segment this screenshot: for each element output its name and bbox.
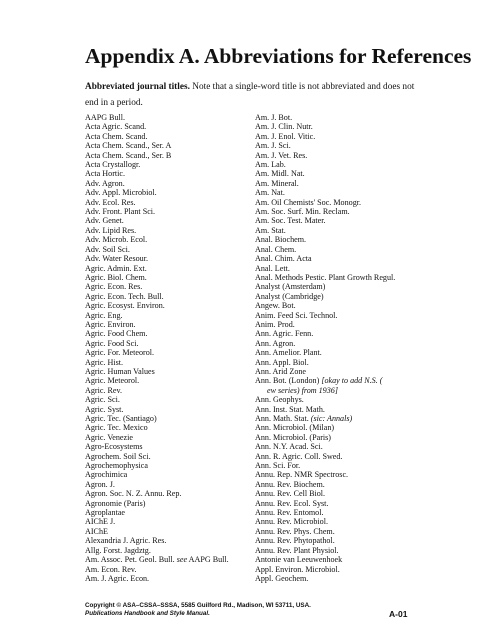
- abbreviation-text: Appl. Environ. Microbiol.: [255, 564, 340, 574]
- abbreviation-text: Agric. Tec. Mexico: [85, 423, 148, 433]
- abbreviation-text: Anal. Methods Pestic. Plant Growth Regul.: [255, 272, 396, 282]
- abbreviation-item: [255, 358, 420, 367]
- abbreviation-text: Agric. Ecosyst. Environ.: [85, 301, 165, 311]
- abbreviation-list-left: [85, 113, 245, 583]
- abbreviation-item: [85, 433, 245, 442]
- abbreviation-text: Agric. Sci.: [85, 395, 120, 405]
- abbreviation-item: [85, 132, 245, 141]
- abbreviation-item: [255, 527, 420, 536]
- abbreviation-item: [85, 574, 245, 583]
- abbreviation-text: Agric. Admin. Ext.: [85, 263, 147, 273]
- abbreviation-text: Adv. Soil Sci.: [85, 244, 130, 254]
- abbreviation-text: Agric. Rev.: [85, 385, 123, 395]
- abbreviation-item: [255, 442, 420, 451]
- abbreviation-text: Anim. Prod.: [255, 319, 295, 329]
- abbreviation-text: Acta Chem. Scand.: [85, 131, 148, 141]
- abbreviation-item: [255, 188, 420, 197]
- abbreviation-text: Anal. Chim. Acta: [255, 254, 312, 264]
- abbreviation-item: [85, 376, 245, 385]
- abbreviation-item: [85, 339, 245, 348]
- abbreviation-text: Ann. Microbiol. (Paris): [255, 432, 331, 442]
- abbreviation-item: [255, 414, 420, 423]
- abbreviation-text: Agron. Soc. N. Z. Annu. Rep.: [85, 489, 182, 499]
- abbreviation-text: Ann. Math. Stat.: [255, 414, 309, 423]
- abbreviation-item: [85, 517, 245, 526]
- abbreviation-item: [255, 160, 420, 169]
- abbreviation-text: Am. Econ. Rev.: [85, 564, 137, 574]
- abbreviation-text: Agric. Eng.: [85, 310, 123, 320]
- abbreviation-text: Anal. Chem.: [255, 244, 297, 254]
- abbreviation-item: [255, 179, 420, 188]
- abbreviation-text: Agroplantae: [85, 508, 126, 518]
- abbreviation-item: [255, 367, 420, 376]
- abbreviation-item: [85, 311, 245, 320]
- abbreviation-text: Annu. Rev. Phys. Chem.: [255, 526, 335, 536]
- abbreviation-text: Annu. Rev. Microbiol.: [255, 517, 328, 527]
- editorial-note: [okay to add N.S. (: [319, 376, 383, 386]
- abbreviation-text: Am. Midl. Nat.: [255, 169, 305, 179]
- abbreviation-text: Agric. Food Sci.: [85, 338, 139, 348]
- abbreviation-text: Agric. Venezie: [85, 432, 133, 442]
- abbreviation-text: Anal. Biochem.: [255, 235, 307, 245]
- abbreviation-text: Am. J. Agric. Econ.: [85, 573, 150, 583]
- abbreviation-item: [255, 546, 420, 555]
- abbreviation-text: Agric. Econ. Tech. Bull.: [85, 291, 164, 301]
- abbreviation-text: Ann. Geophys.: [255, 395, 304, 405]
- abbreviation-text: Adv. Agron.: [85, 178, 125, 188]
- abbreviation-item: [85, 489, 245, 498]
- abbreviation-text: Appl. Geochem.: [255, 573, 309, 583]
- abbreviation-item: [255, 536, 420, 545]
- page-footer: [85, 602, 415, 618]
- intro-text: Note that a single-word title is not abbreviated and does not end in a period.: [85, 82, 415, 108]
- editorial-note: (sic: Annals): [310, 414, 353, 423]
- abbreviation-item: [85, 122, 245, 131]
- abbreviation-text: Adv. Ecol. Res.: [85, 197, 136, 207]
- abbreviation-item: [85, 198, 245, 207]
- abbreviation-item: [255, 480, 420, 489]
- footer-copyright: Copyright © ASA–CSSA–SSSA, 5585 Guilford Rd., Madison, WI 53711, USA.: [85, 602, 311, 609]
- abbreviation-text: Acta Agric. Scand.: [85, 122, 147, 132]
- abbreviation-item: [85, 245, 245, 254]
- abbreviation-text: Allg. Forst. Jagdztg.: [85, 545, 151, 555]
- abbreviation-item: [85, 141, 245, 150]
- intro-paragraph: [85, 80, 415, 111]
- abbreviation-item: [255, 282, 420, 291]
- abbreviation-text: Annu. Rev. Ecol. Syst.: [255, 498, 329, 508]
- abbreviation-text: Annu. Rev. Entomol.: [255, 508, 324, 518]
- abbreviation-text: Am. Assoc. Pet. Geol. Bull. see AAPG Bull.: [85, 555, 229, 565]
- abbreviation-text: Agric. Meteorol.: [85, 376, 140, 386]
- abbreviation-text: AAPG Bull.: [85, 113, 126, 122]
- abbreviation-item: [255, 254, 420, 263]
- abbreviation-text: Annu. Rev. Plant Physiol.: [255, 545, 339, 555]
- abbreviation-text: Annu. Rev. Phytopathol.: [255, 536, 335, 546]
- abbreviation-item: [85, 282, 245, 291]
- abbreviation-text: Agric. Biol. Chem.: [85, 272, 147, 282]
- abbreviation-item: [255, 141, 420, 150]
- abbreviation-item: [85, 301, 245, 310]
- abbreviation-item: [255, 489, 420, 498]
- abbreviation-item: [85, 254, 245, 263]
- abbreviation-text: Annu. Rev. Cell Biol.: [255, 489, 326, 499]
- abbreviation-item: [255, 452, 420, 461]
- abbreviation-text: Ann. Appl. Biol.: [255, 357, 309, 367]
- abbreviation-item: [255, 132, 420, 141]
- abbreviation-item: [255, 405, 420, 414]
- abbreviation-item: [255, 555, 420, 564]
- abbreviation-text: Ann. Agric. Fenn.: [255, 329, 314, 339]
- abbreviation-item: [255, 235, 420, 244]
- abbreviation-item: [85, 565, 245, 574]
- abbreviation-item: [255, 470, 420, 479]
- abbreviation-item: [255, 292, 420, 301]
- abbreviation-text: Agric. For. Meteorol.: [85, 348, 155, 358]
- abbreviation-text: Agro-Ecosystems: [85, 442, 143, 452]
- abbreviation-text: Am. Mineral.: [255, 178, 299, 188]
- abbreviation-text: Ann. R. Agric. Coll. Swed.: [255, 451, 343, 461]
- abbreviation-item: [85, 151, 245, 160]
- abbreviation-item: [255, 301, 420, 310]
- abbreviation-text: Annu. Rev. Biochem.: [255, 479, 325, 489]
- abbreviation-text: Agric. Environ.: [85, 319, 136, 329]
- abbreviation-text: Adv. Lipid Res.: [85, 225, 137, 235]
- abbreviation-text: Am. J. Clin. Nutr.: [255, 122, 313, 132]
- abbreviation-item: [255, 395, 420, 404]
- abbreviation-item: [255, 423, 420, 432]
- abbreviation-text: Adv. Genet.: [85, 216, 124, 226]
- abbreviation-item: [255, 508, 420, 517]
- abbreviation-item: [255, 198, 420, 207]
- abbreviation-text: Acta Chem. Scand., Ser. B: [85, 150, 172, 160]
- abbreviation-item: [85, 160, 245, 169]
- abbreviation-text: Ann. Arid Zone: [255, 366, 307, 376]
- abbreviation-item: [85, 207, 245, 216]
- abbreviation-text: Ann. N.Y. Acad. Sci.: [255, 442, 323, 452]
- abbreviation-item: [255, 433, 420, 442]
- abbreviation-item: [85, 329, 245, 338]
- abbreviation-item: [85, 386, 245, 395]
- page-title: Appendix A. Abbreviations for References: [85, 44, 472, 68]
- abbreviation-text: Adv. Microb. Ecol.: [85, 235, 148, 245]
- abbreviation-item: [255, 216, 420, 225]
- abbreviation-text: AIChE J.: [85, 517, 116, 527]
- abbreviation-item: [255, 151, 420, 160]
- abbreviation-item: [255, 122, 420, 131]
- abbreviation-text: Ann. Agron.: [255, 338, 296, 348]
- abbreviation-item: [255, 348, 420, 357]
- abbreviation-item: [255, 339, 420, 348]
- abbreviation-item: [255, 461, 420, 470]
- abbreviation-item: [85, 273, 245, 282]
- abbreviation-item: [255, 169, 420, 178]
- abbreviation-text: Angew. Bot.: [255, 301, 296, 311]
- footer-manual: Publications Handbook and Style Manual.: [85, 610, 210, 618]
- abbreviation-item: [85, 405, 245, 414]
- abbreviation-item: [85, 442, 245, 451]
- abbreviation-text: Agronomie (Paris): [85, 498, 146, 508]
- abbreviation-text: AIChE: [85, 526, 108, 536]
- abbreviation-item: [85, 264, 245, 273]
- abbreviation-item: [85, 452, 245, 461]
- abbreviation-item: [85, 546, 245, 555]
- abbreviation-item: [85, 470, 245, 479]
- abbreviation-text: Ann. Amelior. Plant.: [255, 348, 322, 358]
- abbreviation-item: [255, 311, 420, 320]
- abbreviation-item: [85, 461, 245, 470]
- abbreviation-item: [85, 292, 245, 301]
- abbreviation-text: Anal. Lett.: [255, 263, 290, 273]
- abbreviation-item: [255, 113, 420, 122]
- abbreviation-text: Agric. Food Chem.: [85, 329, 148, 339]
- abbreviation-item: [255, 565, 420, 574]
- abbreviation-text: Am. J. Vet. Res.: [255, 150, 308, 160]
- abbreviation-text: Ann. Microbiol. (Milan): [255, 423, 335, 433]
- abbreviation-item: [85, 508, 245, 517]
- abbreviation-text: Am. Soc. Test. Mater.: [255, 216, 326, 226]
- abbreviation-text: Adv. Front. Plant Sci.: [85, 207, 156, 217]
- editorial-note-continued: ew series) from 1936]: [267, 385, 338, 395]
- abbreviation-text: Agric. Human Values: [85, 366, 155, 376]
- abbreviation-text: Agrochemophysica: [85, 461, 148, 471]
- abbreviation-item: [85, 423, 245, 432]
- abbreviation-item: [85, 395, 245, 404]
- abbreviation-text: Agrochimica: [85, 470, 128, 480]
- abbreviation-text: Acta Crystallogr.: [85, 160, 141, 170]
- abbreviation-item: [85, 414, 245, 423]
- abbreviation-text: Antonie van Leeuwenhoek: [255, 555, 343, 565]
- abbreviation-item: [255, 574, 420, 583]
- abbreviation-text: Am. J. Enol. Vitic.: [255, 131, 316, 141]
- abbreviation-text: Am. Oil Chemists' Soc. Monogr.: [255, 197, 362, 207]
- abbreviation-list-right: [255, 113, 420, 583]
- abbreviation-item: [85, 235, 245, 244]
- abbreviation-item: [85, 188, 245, 197]
- abbreviation-text: Adv. Appl. Microbiol.: [85, 188, 157, 198]
- abbreviation-item: [255, 517, 420, 526]
- abbreviation-item: [255, 264, 420, 273]
- abbreviation-item: [85, 216, 245, 225]
- abbreviation-text: Alexandria J. Agric. Res.: [85, 536, 167, 546]
- abbreviation-text: Ann. Sci. For.: [255, 461, 301, 471]
- abbreviation-item: [85, 358, 245, 367]
- abbreviation-text: Am. Soc. Surf. Min. Reclam.: [255, 207, 350, 217]
- abbreviation-text: Ann. Inst. Stat. Math.: [255, 404, 325, 414]
- abbreviation-text: Analyst (Amsterdam): [255, 282, 326, 292]
- abbreviation-item: [255, 320, 420, 329]
- abbreviation-text: Analyst (Cambridge): [255, 291, 324, 301]
- abbreviation-text: Ann. Bot. (London): [255, 376, 320, 386]
- abbreviation-text: Am. J. Sci.: [255, 141, 291, 151]
- abbreviation-text: Adv. Water Resour.: [85, 254, 148, 264]
- abbreviation-item: [85, 226, 245, 235]
- abbreviation-item: [255, 376, 420, 395]
- abbreviation-item: [85, 169, 245, 178]
- abbreviation-item: [85, 367, 245, 376]
- abbreviation-text: Acta Chem. Scand., Ser. A: [85, 141, 172, 151]
- abbreviation-text: Am. J. Bot.: [255, 113, 293, 122]
- abbreviation-text: Am. Stat.: [255, 225, 286, 235]
- abbreviation-item: [255, 245, 420, 254]
- abbreviation-text: Anim. Feed Sci. Technol.: [255, 310, 338, 320]
- abbreviation-text: Annu. Rep. NMR Spectrosc.: [255, 470, 349, 480]
- abbreviation-item: [255, 499, 420, 508]
- intro-lead: Abbreviated journal titles.: [85, 82, 190, 92]
- abbreviation-text: Am. Nat.: [255, 188, 285, 198]
- abbreviation-item: [85, 348, 245, 357]
- page-number: A-01: [389, 609, 408, 619]
- abbreviation-text: Agric. Hist.: [85, 357, 123, 367]
- abbreviation-item: [85, 320, 245, 329]
- abbreviation-item: [85, 499, 245, 508]
- abbreviation-item: [85, 480, 245, 489]
- abbreviation-item: [85, 555, 245, 564]
- abbreviation-text: Acta Hortic.: [85, 169, 126, 179]
- abbreviation-item: [255, 329, 420, 338]
- abbreviation-text: Agric. Econ. Res.: [85, 282, 143, 292]
- abbreviation-item: [85, 536, 245, 545]
- abbreviation-text: Agrochem. Soil Sci.: [85, 451, 151, 461]
- abbreviation-item: [85, 113, 245, 122]
- abbreviation-item: [255, 273, 420, 282]
- abbreviation-text: Am. Lab.: [255, 160, 286, 170]
- abbreviation-item: [255, 226, 420, 235]
- abbreviation-text: Agric. Syst.: [85, 404, 124, 414]
- abbreviation-text: Agric. Tec. (Santiago): [85, 414, 157, 423]
- abbreviation-item: [85, 179, 245, 188]
- abbreviation-item: [255, 207, 420, 216]
- abbreviation-text: Agron. J.: [85, 479, 115, 489]
- abbreviation-item: [85, 527, 245, 536]
